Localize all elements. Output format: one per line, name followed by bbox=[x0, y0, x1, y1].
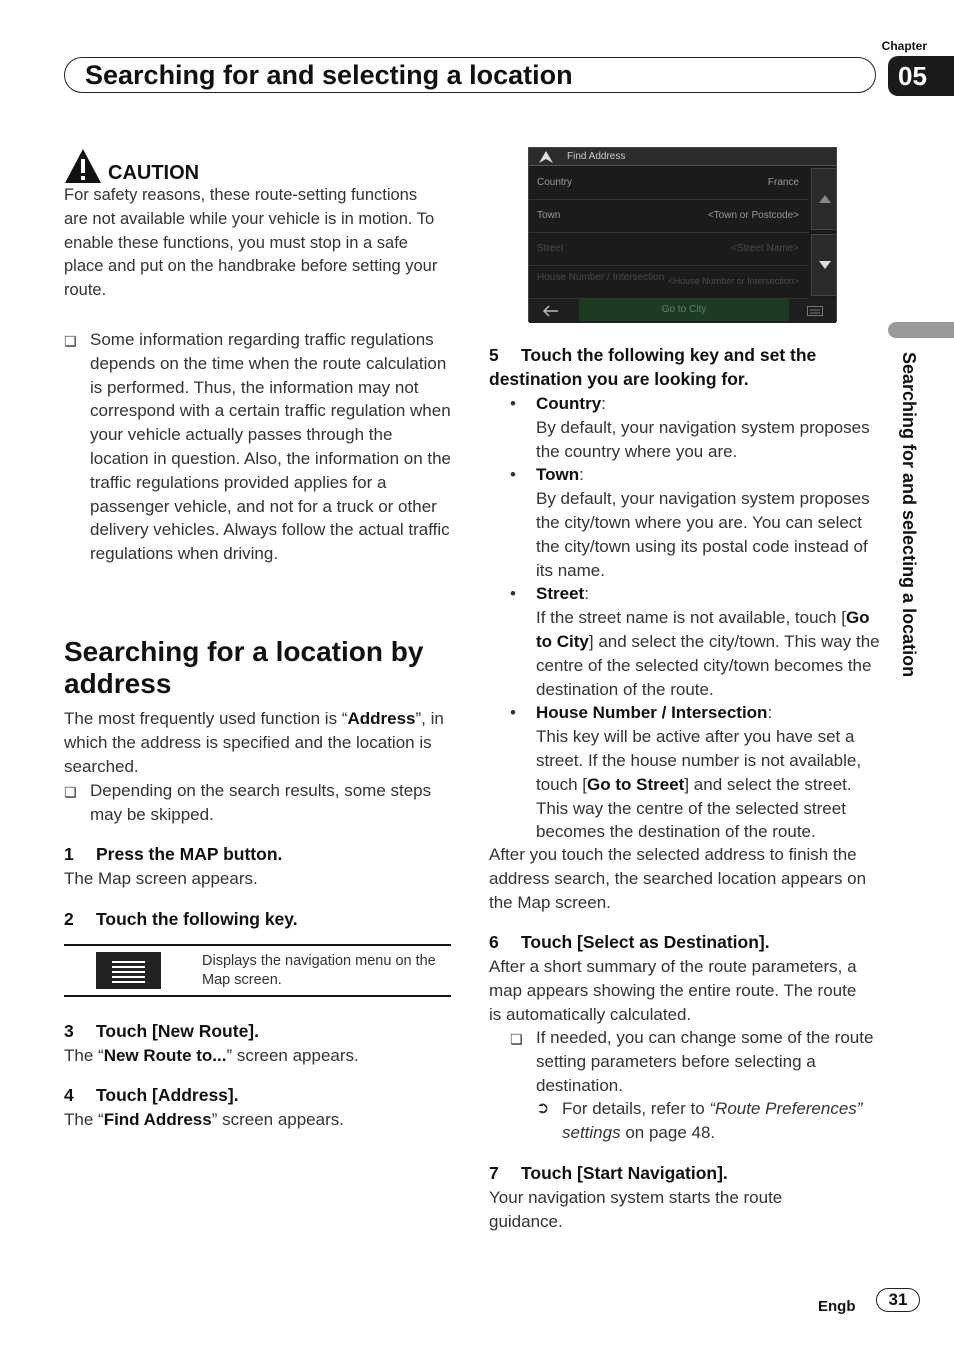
chapter-label: Chapter bbox=[881, 39, 927, 53]
field-list bbox=[510, 392, 882, 844]
screen-title: Find Address bbox=[567, 151, 626, 162]
step-number: 4 bbox=[64, 1085, 74, 1105]
scroll-down-button bbox=[811, 234, 837, 296]
step-5-title bbox=[489, 344, 884, 392]
chapter-title-bar bbox=[64, 57, 876, 93]
keyboard-icon bbox=[807, 306, 823, 316]
field-desc: By default, your navigation system proposes the city/town where you are. You can select the city/town using its postal code instead of its name. bbox=[536, 489, 870, 580]
ref-text: For details, refer to bbox=[562, 1099, 710, 1118]
back-arrow-icon bbox=[543, 305, 559, 317]
chapter-number: 05 bbox=[888, 56, 954, 96]
step-title-text: Touch the following key and set the destination you are looking for. bbox=[489, 345, 817, 389]
caution-heading: CAUTION bbox=[108, 162, 200, 184]
row-label: Street bbox=[537, 243, 564, 254]
step-6-note bbox=[510, 1026, 880, 1097]
section-heading: Searching for a location by address bbox=[64, 636, 424, 699]
field-desc: By default, your navigation system proposes the country where you are. bbox=[536, 417, 870, 461]
field-desc: If the street name is not available, touch [ bbox=[536, 608, 846, 628]
desc-bold: New Route to... bbox=[103, 1046, 227, 1065]
step-1-desc: The Map screen appears. bbox=[64, 869, 258, 888]
screen-row-town bbox=[529, 200, 809, 233]
warning-icon bbox=[64, 148, 102, 184]
step-number: 2 bbox=[64, 909, 74, 929]
step-6-reference bbox=[536, 1097, 876, 1145]
arrow-reference-icon: ➲ bbox=[536, 1100, 550, 1117]
step-3-desc bbox=[64, 1044, 359, 1068]
chapter-title: Searching for and selecting a location bbox=[85, 60, 573, 90]
triangle-down-icon bbox=[819, 261, 831, 269]
step-7-desc: Your navigation system starts the route guidance. bbox=[489, 1188, 783, 1231]
side-tab bbox=[888, 322, 954, 338]
step-2-title bbox=[64, 908, 298, 932]
checkbox-bullet-icon: ❏ bbox=[510, 1031, 523, 1047]
skip-note bbox=[64, 779, 449, 827]
field-label: House Number / Intersection bbox=[536, 703, 768, 723]
step-title-text: Touch the following key. bbox=[96, 909, 298, 929]
step-4-desc bbox=[64, 1108, 344, 1132]
field-desc-bold: Go to City bbox=[536, 608, 870, 651]
step-4-title bbox=[64, 1084, 239, 1108]
address-after-text: After you touch the selected address to finish the address search, the searched location appears on the Map screen. bbox=[489, 845, 867, 912]
list-item: • Street: If the street name is not available, touch [Go to City] and select the city/town. This way the centre of the selected city/town becomes the destination of the route. bbox=[510, 584, 880, 699]
row-label: Country bbox=[537, 177, 573, 188]
desc-text: The “ bbox=[64, 1110, 104, 1129]
page-language: Engb bbox=[818, 1298, 856, 1315]
list-item: • Country: By default, your navigation system proposes the country where you are. bbox=[510, 394, 870, 461]
row-value: France bbox=[767, 177, 799, 188]
key-description: Displays the navigation menu on the Map screen. bbox=[202, 953, 436, 988]
step-title-text: Press the MAP button. bbox=[96, 844, 283, 864]
step-7-title bbox=[489, 1162, 728, 1186]
ref-text-end: on page 48. bbox=[620, 1122, 716, 1142]
desc-text: The “ bbox=[64, 1046, 104, 1065]
step-title-text: Touch [Start Navigation]. bbox=[521, 1163, 728, 1183]
caution-block bbox=[64, 146, 454, 303]
row-value: <Town or Postcode> bbox=[707, 210, 799, 221]
checkbox-bullet-icon: ❏ bbox=[64, 784, 77, 800]
row-value: <House Number or Intersection> bbox=[668, 276, 799, 286]
field-desc: This key will be active after you have set a street. If the house number is not available, touch [ bbox=[536, 727, 862, 794]
step-3-title bbox=[64, 1020, 259, 1044]
step-6-desc: After a short summary of the route parameters, a map appears showing the entire route. The route is automatically calculated. bbox=[489, 957, 857, 1024]
side-chapter-title: Searching for and selecting a location bbox=[899, 352, 919, 678]
field-label: Country bbox=[536, 394, 602, 413]
menu-icon bbox=[96, 952, 161, 989]
field-desc-end: ] and select the street. This way the centre of the selected street becomes the destination of the route. bbox=[536, 774, 852, 842]
intro-bold: Address bbox=[347, 709, 416, 728]
page-number: 31 bbox=[876, 1288, 920, 1312]
row-value: <Street Name> bbox=[731, 243, 799, 254]
checkbox-bullet-icon: ❏ bbox=[64, 333, 77, 349]
section-intro bbox=[64, 707, 449, 778]
intro-text-end: ”, in which the address is specified and the location is searched. bbox=[64, 709, 444, 776]
step-number: 7 bbox=[489, 1163, 499, 1183]
key-table bbox=[64, 944, 451, 997]
screen-row-country bbox=[529, 167, 809, 200]
desc-text-end: ” screen appears. bbox=[211, 1110, 344, 1129]
step-6-title bbox=[489, 931, 770, 955]
screen-header bbox=[529, 148, 836, 166]
ref-italic: “Route Preferences” settings bbox=[562, 1099, 863, 1142]
step-1-title bbox=[64, 843, 282, 867]
row-label: House Number / Intersection bbox=[537, 272, 665, 283]
intro-text: The most frequently used function is “ bbox=[64, 709, 348, 728]
desc-bold: Find Address bbox=[103, 1110, 212, 1129]
traffic-note-text: Some information regarding traffic regulations depends on the time when the route calculation is performed. Thus, the information may not correspond with a certain traffic regulation when your vehicle actually passes through the location in question. Also, the information on the traffic regulations provided applies for a passenger vehicle, and not for a truck or other delivery vehicles. Always follow the actual traffic regulations when driving. bbox=[90, 330, 452, 564]
field-desc-bold: Go to Street bbox=[587, 774, 685, 794]
list-item: • Town: By default, your navigation system proposes the city/town where you are. You can select the city/town using its postal code instead of its name. bbox=[510, 465, 870, 580]
go-to-city-button: Go to City bbox=[579, 299, 789, 321]
step-number: 5 bbox=[489, 345, 499, 365]
step-title-text: Touch [Select as Destination]. bbox=[521, 932, 770, 952]
list-item: • House Number / Intersection: This key will be active after you have set a street. If the house number is not available, touch [Go to Street] and select the street. This way the centre of the selected street becomes the destination of the route. bbox=[510, 703, 862, 842]
skip-note-text: Depending on the search results, some steps may be skipped. bbox=[90, 781, 432, 824]
find-address-screenshot bbox=[528, 147, 837, 322]
step-title-text: Touch [New Route]. bbox=[96, 1021, 259, 1041]
step-6-note-text: If needed, you can change some of the route setting parameters before selecting a destination. bbox=[536, 1028, 874, 1095]
scroll-up-button bbox=[811, 168, 837, 230]
step-number: 1 bbox=[64, 844, 74, 864]
traffic-note bbox=[64, 328, 454, 566]
desc-text-end: ” screen appears. bbox=[226, 1046, 359, 1065]
caution-text: For safety reasons, these route-setting functions are not available while your vehicle is in motion. To enable these functions, you must stop in a safe place and put on the handbrake before setting your route. bbox=[64, 186, 438, 300]
screen-row-house bbox=[529, 266, 809, 299]
step-number: 6 bbox=[489, 932, 499, 952]
field-label: Town bbox=[536, 465, 580, 485]
field-desc-end: ] and select the city/town. This way the centre of the selected city/town becomes the destination of the route. bbox=[536, 631, 880, 699]
step-number: 3 bbox=[64, 1021, 74, 1041]
navigation-arrow-icon bbox=[539, 151, 553, 163]
step-title-text: Touch [Address]. bbox=[96, 1085, 239, 1105]
row-label: Town bbox=[537, 210, 561, 221]
screen-row-street bbox=[529, 233, 809, 266]
field-label: Street bbox=[536, 584, 585, 604]
triangle-up-icon bbox=[819, 195, 831, 203]
